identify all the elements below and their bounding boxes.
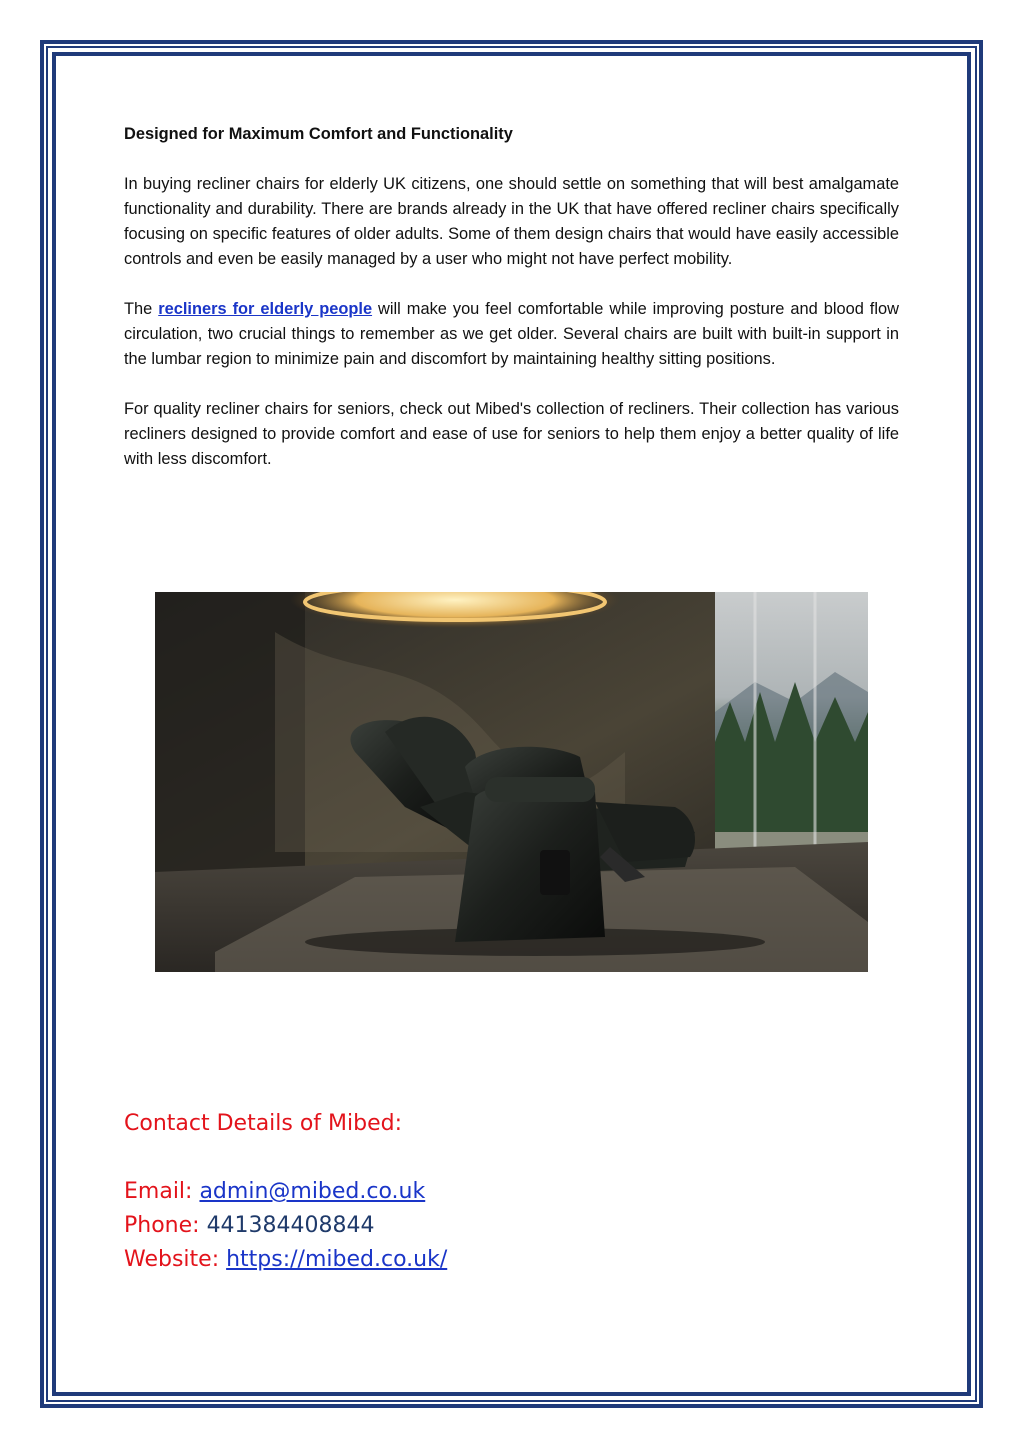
phone-label: Phone: [124, 1213, 207, 1238]
website-link[interactable]: https://mibed.co.uk/ [226, 1247, 448, 1272]
phone-number: 441384408844 [206, 1213, 375, 1238]
phone-row [124, 1209, 447, 1243]
email-link[interactable]: admin@mibed.co.uk [199, 1179, 426, 1204]
paragraph-recliners-rest: will make you feel comfortable while improving posture and blood flow circulation, two crucial things to remember as we get older. Several chairs are built with built-in support in the lumbar region to minimize pain and discomfort by maintaining healthy sitting positions. [124, 300, 899, 368]
article-body [124, 122, 899, 497]
email-row [124, 1175, 447, 1209]
recliner-chair-photo [155, 592, 868, 972]
paragraph-recliners-start: The [124, 300, 159, 318]
contact-section [124, 1107, 447, 1277]
article-heading: Designed for Maximum Comfort and Functionality [124, 125, 513, 143]
paragraph-intro: In buying recliner chairs for elderly UK citizens, one should settle on something that will best amalgamate functionality and durability. There are brands already in the UK that have offered recliner chairs specifically focusing on specific features of older adults. Some of them design chairs that would have easily accessible controls and even be easily managed by a user who might not have perfect mobility. [124, 175, 899, 268]
paragraph-recliners [124, 297, 899, 372]
recliners-for-elderly-link[interactable]: recliners for elderly people [158, 300, 373, 318]
website-label: Website: [124, 1247, 227, 1272]
contact-title: Contact Details of Mibed: [124, 1111, 403, 1136]
email-label: Email: [124, 1179, 200, 1204]
website-row [124, 1243, 447, 1277]
paragraph-mibed-collection: For quality recliner chairs for seniors, check out Mibed's collection of recliners. Their collection has various recliners designed to provide comfort and ease of use for seniors to help them enjoy a better quality of life with less discomfort. [124, 400, 899, 468]
